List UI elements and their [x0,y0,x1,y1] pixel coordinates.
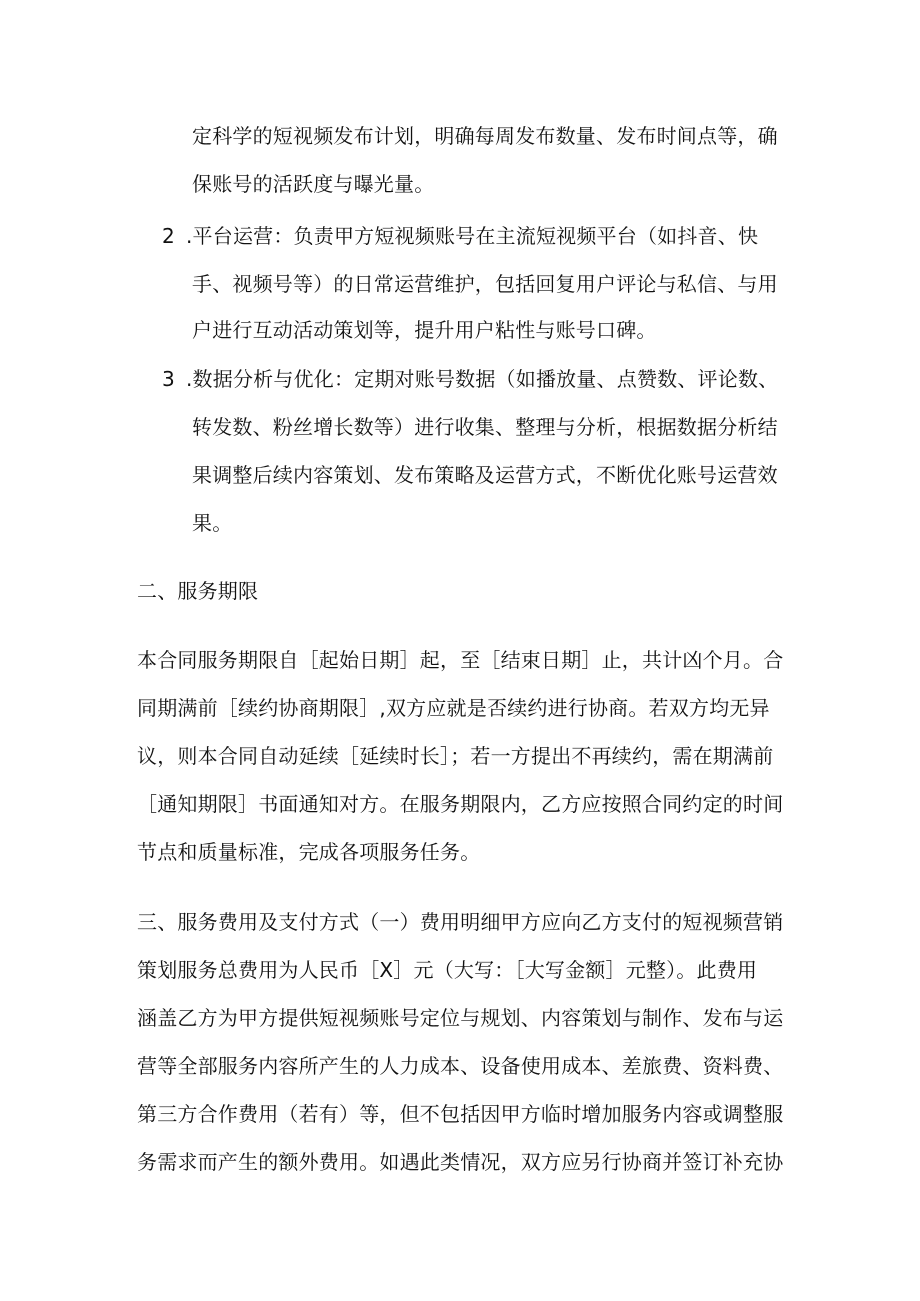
paragraph-line: 同期满前［续约协商期限］,双方应就是否续约进行协商。若双方均无异 [137,696,770,720]
list-item-line: 果。 [192,511,233,535]
paragraph-line: 第三方合作费用（若有）等，但不包括因甲方临时增加服务内容或调整服 [137,1102,784,1126]
paragraph-line: 务需求而产生的额外费用。如遇此类情况，双方应另行协商并签订补充协 [137,1150,784,1174]
paragraph-line: 营等全部服务内容所产生的人力成本、设备使用成本、差旅费、资料费、 [137,1054,784,1078]
section-heading: 二、服务期限 [137,579,259,603]
paragraph-line: 本合同服务期限自［起始日期］起，至［结束日期］止，共计凶个月。合 [137,648,784,672]
list-item-line: 户进行互动活动策划等，提升用户粘性与账号口碑。 [192,318,657,342]
list-number: 3 [162,367,175,391]
paragraph-line: 节点和质量标准，完成各项服务任务。 [137,840,481,864]
paragraph-line: ［通知期限］书面通知对方。在服务期限内，乙方应按照合同约定的时间 [137,792,784,816]
list-item-line: .数据分析与优化：定期对账号数据（如播放量、点赞数、评论数、 [186,367,779,391]
paragraph-line: 涵盖乙方为甲方提供短视频账号定位与规划、内容策划与制作、发布与运 [137,1006,784,1030]
list-item-line: 转发数、粉丝增长数等）进行收集、整理与分析，根据数据分析结 [192,415,778,439]
paragraph-line: 策划服务总费用为人民币［X］元（大写：［大写金额］元整）。此费用 [137,958,758,982]
paragraph-line: 保账号的活跃度与曝光量。 [192,172,435,196]
list-item-line: 果调整后续内容策划、发布策略及运营方式，不断优化账号运营效 [192,463,778,487]
paragraph-line: 三、服务费用及支付方式（一）费用明细甲方应向乙方支付的短视频营销 [137,910,784,934]
paragraph-line: 定科学的短视频发布计划，明确每周发布数量、发布时间点等，确 [192,124,778,148]
list-item-line: 手、视频号等）的日常运营维护，包括回复用户评论与私信、与用 [192,272,778,296]
list-item-line: .平台运营：负责甲方短视频账号在主流短视频平台（如抖音、快 [186,224,759,248]
paragraph-line: 议，则本合同自动延续［延续时长］；若一方提出不再续约，需在期满前 [137,744,774,768]
list-number: 2 [162,224,175,248]
